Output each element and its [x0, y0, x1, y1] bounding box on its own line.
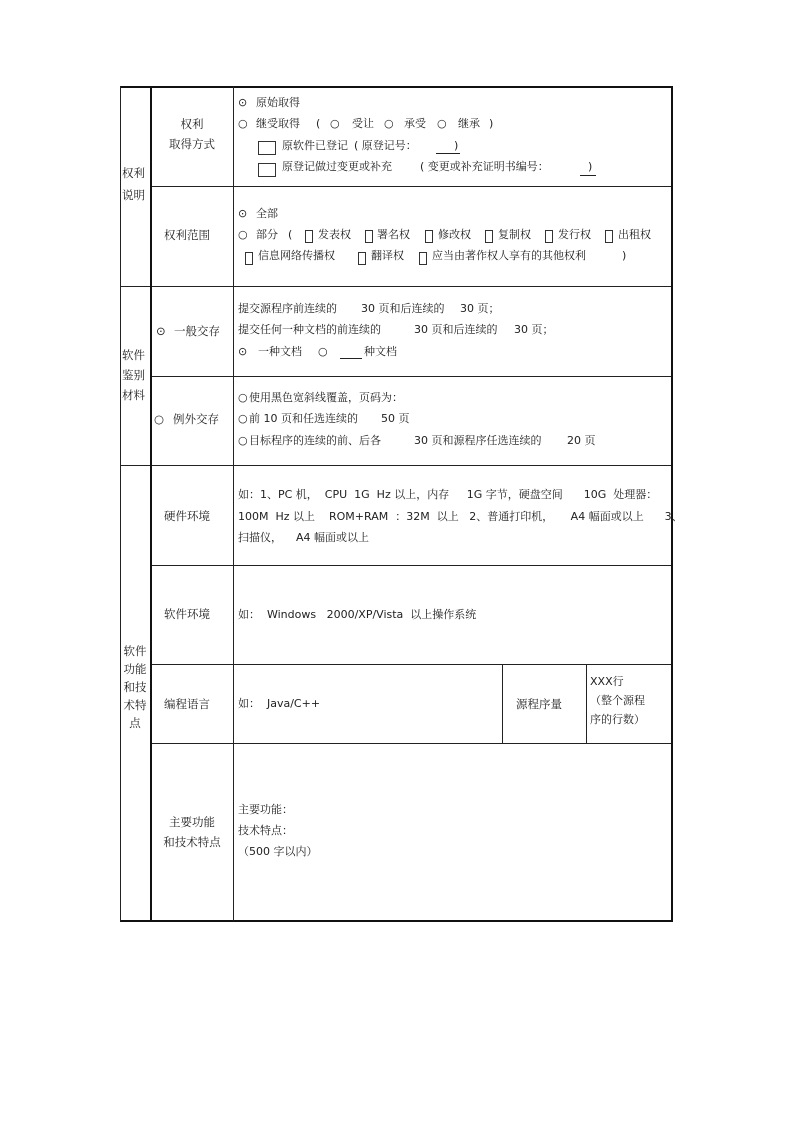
- change-no-label: ( 变更或补充证明书编号：: [420, 160, 549, 173]
- change-no-field[interactable]: [580, 175, 596, 176]
- scope-item-translate: 翻译权: [371, 249, 404, 262]
- exception-line3-a: 目标程序的连续的前、后各: [249, 434, 381, 447]
- language-label: 编程语言: [164, 697, 210, 711]
- table-right-border: [671, 86, 673, 921]
- radio-original-selected[interactable]: ⊙: [238, 96, 248, 109]
- source-size-line: 序的行数）: [590, 713, 645, 726]
- exception-line1: 使用黑色宽斜线覆盖，页码为：: [249, 391, 403, 404]
- scope-item-rent: 出租权: [618, 228, 651, 241]
- source-size-line: （整个源程: [590, 694, 645, 707]
- section-label-line: 功能: [123, 662, 147, 676]
- scope-part-label: 部分: [256, 228, 278, 241]
- scope-item-attribution: 署名权: [377, 228, 410, 241]
- assign-label: 受让: [352, 117, 374, 130]
- section-label-rights: [122, 166, 145, 203]
- radio-scope-part[interactable]: ○: [238, 228, 248, 241]
- hardware-line2: 100M Hz 以上 ROM+RAM ：32M 以上 2、普通打印机， A4 幅面或以上 3、: [238, 510, 683, 523]
- scope-item-distribute: 发行权: [558, 228, 591, 241]
- radio-assign[interactable]: ○: [330, 117, 340, 130]
- section-label-line: 权利: [122, 166, 145, 180]
- checkbox-other[interactable]: [419, 252, 427, 265]
- general-line1-a: 提交源程序前连续的: [238, 302, 337, 315]
- radio-general-selected[interactable]: ⊙: [156, 324, 166, 338]
- column-divider: [502, 664, 503, 743]
- table-left-border: [120, 86, 121, 921]
- general-line2-c: 30 页；: [514, 323, 554, 336]
- language-text: 如： Java/C++: [238, 697, 321, 710]
- radio-scope-all-selected[interactable]: ⊙: [238, 207, 248, 220]
- acquire-label-line: 权利: [180, 117, 204, 131]
- main-features-label: [152, 815, 232, 850]
- exception-line3-b: 30 页和源程序任选连续的: [414, 434, 542, 447]
- main-features-content[interactable]: [238, 803, 318, 859]
- section-label-line: 和技: [123, 680, 147, 694]
- section-label-line: 鉴别: [122, 368, 145, 382]
- hardware-line1: 如：1、PC 机， CPU 1G Hz 以上，内存 1G 字节，硬盘空间 10G 处理器：: [238, 488, 658, 501]
- acquire-inherit-label: 继受取得: [256, 117, 300, 130]
- section-divider: [120, 465, 673, 466]
- checkbox-registered[interactable]: [258, 141, 276, 155]
- software-label: 软件环境: [164, 607, 210, 621]
- paren-open: (: [316, 117, 321, 130]
- section-label-line: 术特: [123, 698, 147, 712]
- checkbox-copy[interactable]: [485, 230, 493, 243]
- scope-label: 权利范围: [164, 228, 210, 242]
- general-line1-c: 30 页；: [460, 302, 500, 315]
- radio-exception[interactable]: ○: [154, 412, 165, 426]
- checkbox-translate[interactable]: [358, 252, 366, 265]
- registered-label: 原软件已登记: [282, 139, 348, 152]
- reg-no-field[interactable]: [436, 153, 460, 154]
- section-label-line: 软件: [122, 348, 145, 362]
- source-size-line: XXX行: [590, 675, 624, 688]
- changed-label: 原登记做过变更或补充: [282, 160, 392, 173]
- section-label-deposit: [122, 348, 145, 403]
- column-divider: [233, 86, 234, 921]
- paren-close: ): [489, 117, 494, 130]
- checkbox-rent[interactable]: [605, 230, 613, 243]
- acquire-label-line: 取得方式: [169, 137, 215, 151]
- section-divider: [120, 286, 673, 287]
- column-divider: [150, 86, 152, 921]
- source-size-value: [590, 675, 645, 727]
- row-divider: [150, 743, 673, 744]
- section-label-line: 点: [129, 716, 141, 730]
- section-label-features: [120, 644, 150, 731]
- exception-line3-c: 20 页: [567, 434, 596, 447]
- paren-open: (: [288, 228, 293, 241]
- radio-n-docs[interactable]: ○: [318, 345, 328, 358]
- checkbox-attribution[interactable]: [365, 230, 373, 243]
- general-line2-a: 提交任何一种文档的前连续的: [238, 323, 381, 336]
- radio-exception-cover[interactable]: ○: [238, 391, 248, 404]
- main-features-label-line: 和技术特点: [163, 835, 221, 849]
- doc-count-field[interactable]: [340, 358, 362, 359]
- row-divider: [150, 565, 673, 566]
- radio-exception-first10[interactable]: ○: [238, 412, 248, 425]
- software-text: 如： Windows 2000/XP/Vista 以上操作系统: [238, 608, 477, 621]
- exception-line2-b: 50 页: [381, 412, 410, 425]
- acquire-original-label: 原始取得: [256, 96, 300, 109]
- heir-label: 继承: [458, 117, 480, 130]
- main-features-label-line: 主要功能: [169, 815, 215, 829]
- main-features-line: 技术特点：: [238, 824, 293, 837]
- table-bottom-border: [120, 920, 673, 922]
- radio-inherit[interactable]: ○: [238, 117, 248, 130]
- paren-close: ): [622, 249, 627, 262]
- checkbox-modify[interactable]: [425, 230, 433, 243]
- hardware-label: 硬件环境: [164, 509, 210, 523]
- scope-all-label: 全部: [256, 207, 278, 220]
- radio-heir[interactable]: ○: [437, 117, 447, 130]
- scope-item-network: 信息网络传播权: [258, 249, 335, 262]
- general-line3-a: 一种文档: [258, 345, 302, 358]
- acquire-label: [152, 117, 232, 152]
- general-label: 一般交存: [174, 324, 220, 338]
- hardware-line3: 扫描仪， A4 幅面或以上: [238, 531, 370, 544]
- row-divider: [150, 664, 673, 665]
- radio-one-doc-selected[interactable]: ⊙: [238, 345, 248, 358]
- column-divider: [586, 664, 587, 743]
- reg-no-label: ( 原登记号：: [354, 139, 417, 152]
- general-line2-b: 30 页和后连续的: [414, 323, 498, 336]
- general-line1-b: 30 页和后连续的: [361, 302, 445, 315]
- row-divider: [150, 376, 673, 377]
- section-label-line: 说明: [122, 188, 145, 202]
- checkbox-changed[interactable]: [258, 163, 276, 177]
- exception-line2-a: 前 10 页和任选连续的: [249, 412, 358, 425]
- radio-succeed[interactable]: ○: [384, 117, 394, 130]
- table-top-border: [120, 86, 673, 88]
- source-size-label: 源程序量: [516, 697, 562, 711]
- checkbox-network[interactable]: [245, 252, 253, 265]
- exception-label: 例外交存: [173, 412, 219, 426]
- main-features-line: （500 字以内）: [238, 845, 318, 858]
- change-no-close: ): [588, 160, 593, 173]
- scope-item-other: 应当由著作权人享有的其他权利: [432, 249, 586, 262]
- section-label-line: 材料: [122, 388, 145, 402]
- scope-item-modify: 修改权: [438, 228, 471, 241]
- scope-item-copy: 复制权: [498, 228, 531, 241]
- checkbox-distribute[interactable]: [545, 230, 553, 243]
- succeed-label: 承受: [404, 117, 426, 130]
- section-label-line: 软件: [123, 644, 147, 658]
- reg-no-close: ): [454, 139, 459, 152]
- checkbox-publish[interactable]: [305, 230, 313, 243]
- radio-exception-object[interactable]: ○: [238, 434, 248, 447]
- scope-item-publish: 发表权: [318, 228, 351, 241]
- row-divider: [150, 186, 673, 187]
- main-features-line: 主要功能：: [238, 803, 293, 816]
- general-line3-b: 种文档: [364, 345, 397, 358]
